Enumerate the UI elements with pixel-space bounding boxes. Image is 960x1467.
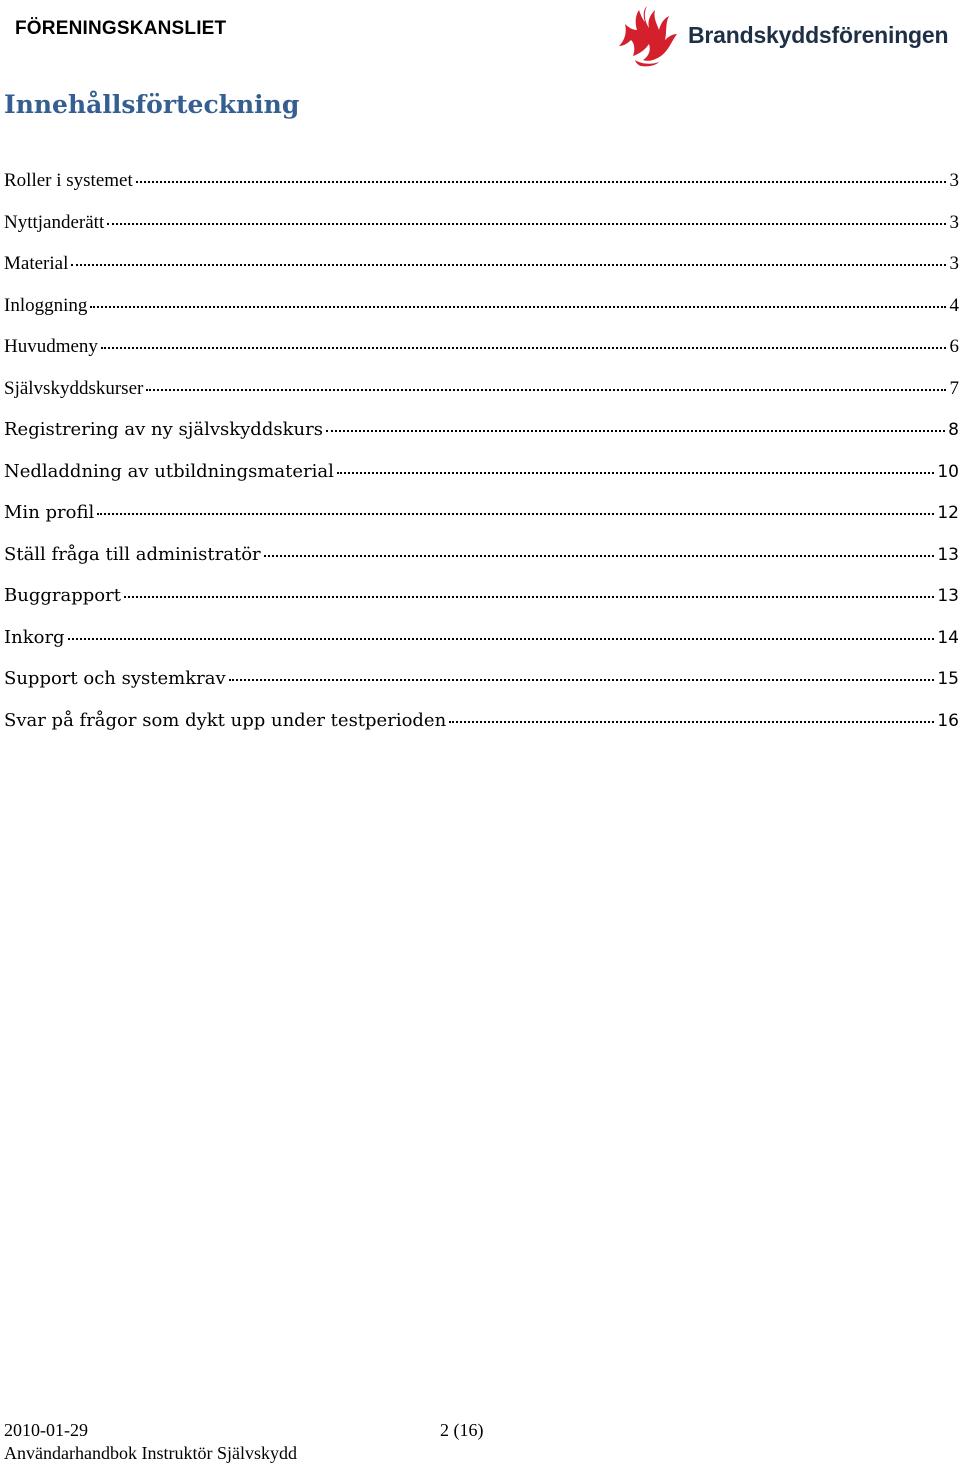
toc-dot-leader xyxy=(107,223,946,225)
toc-entry-page: 3 xyxy=(949,253,959,274)
toc-dot-leader xyxy=(146,389,946,391)
toc-dot-leader xyxy=(337,472,934,474)
toc-entry-label: Support och systemkrav xyxy=(4,668,226,689)
toc-entry-page: 10 xyxy=(937,461,959,482)
toc-entry-page: 16 xyxy=(937,710,959,731)
toc-dot-leader xyxy=(326,430,945,432)
toc-entry[interactable] xyxy=(4,585,959,627)
toc-entry-label: Inloggning xyxy=(4,294,88,316)
toc-list xyxy=(4,170,959,751)
toc-entry-label: Buggrapport xyxy=(4,585,121,606)
flame-logo-icon xyxy=(613,2,683,68)
toc-entry-label: Svar på frågor som dykt upp under testperioden xyxy=(4,709,447,731)
toc-entry-label: Nyttjanderätt xyxy=(4,211,105,233)
toc-dot-leader xyxy=(97,513,934,515)
toc-entry[interactable] xyxy=(4,295,959,337)
toc-entry-page: 7 xyxy=(949,377,959,399)
toc-entry[interactable] xyxy=(4,170,959,212)
toc-dot-leader xyxy=(229,679,935,681)
toc-entry[interactable] xyxy=(4,336,959,378)
brandskyddsforeningen-logo xyxy=(613,2,958,68)
toc-entry[interactable] xyxy=(4,253,959,295)
toc-dot-leader xyxy=(124,596,934,598)
toc-entry[interactable] xyxy=(4,461,959,503)
toc-entry-page: 8 xyxy=(948,420,959,440)
toc-entry-page: 13 xyxy=(937,586,959,606)
toc-entry-label: Ställ fråga till administratör xyxy=(4,543,261,565)
footer-date: 2010-01-29 xyxy=(4,1420,88,1440)
toc-entry-page: 15 xyxy=(937,669,959,689)
toc-entry-page: 12 xyxy=(937,503,959,523)
toc-entry-page: 6 xyxy=(949,336,959,357)
toc-dot-leader xyxy=(68,638,935,640)
toc-entry-label: Inkorg xyxy=(4,626,65,648)
footer-page-number: 2 (16) xyxy=(440,1420,484,1440)
toc-entry[interactable] xyxy=(4,378,959,420)
toc-entry-label: Registrering av ny självskyddskurs xyxy=(4,419,323,440)
toc-entry[interactable] xyxy=(4,627,959,669)
toc-entry-page: 3 xyxy=(949,170,959,191)
toc-entry-label: Min profil xyxy=(4,502,95,523)
toc-entry[interactable] xyxy=(4,419,959,461)
toc-entry-label: Självskyddskurser xyxy=(4,377,144,399)
toc-entry[interactable] xyxy=(4,668,959,710)
logo-text: Brandskyddsföreningen xyxy=(688,22,949,48)
toc-entry-page: 3 xyxy=(949,211,959,233)
toc-entry[interactable] xyxy=(4,544,959,586)
toc-entry-label: Nedladdning av utbildningsmaterial xyxy=(4,460,334,482)
toc-entry-page: 4 xyxy=(949,294,959,316)
toc-title: Innehållsförteckning xyxy=(4,90,300,119)
toc-entry[interactable] xyxy=(4,710,959,752)
toc-entry-page: 13 xyxy=(937,544,959,565)
toc-entry-label: Huvudmeny xyxy=(4,336,98,357)
toc-dot-leader xyxy=(449,721,934,723)
toc-dot-leader xyxy=(264,555,935,557)
toc-dot-leader xyxy=(136,181,946,183)
toc-dot-leader xyxy=(101,347,946,349)
org-label: FÖRENINGSKANSLIET xyxy=(15,18,227,39)
toc-entry-label: Roller i systemet xyxy=(4,170,133,191)
toc-dot-leader xyxy=(90,306,946,308)
toc-dot-leader xyxy=(71,264,946,266)
footer-document-name: Användarhandbok Instruktör Självskydd xyxy=(4,1443,297,1463)
toc-entry-label: Material xyxy=(4,253,69,274)
toc-entry[interactable] xyxy=(4,502,959,544)
toc-entry-page: 14 xyxy=(937,627,959,648)
toc-entry[interactable] xyxy=(4,212,959,254)
